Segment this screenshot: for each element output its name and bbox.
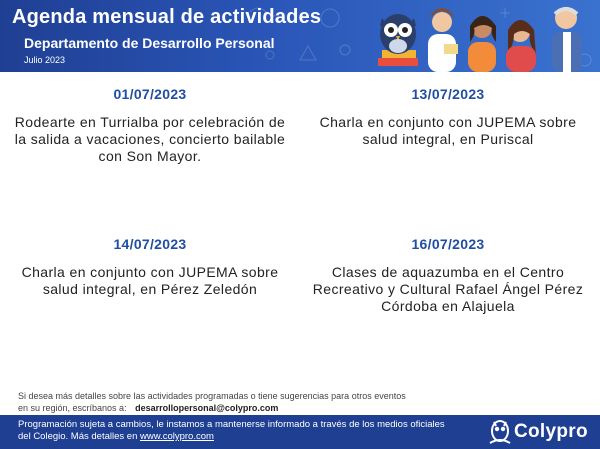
footer-notice [18, 419, 458, 443]
contact-text: Si desea más detalles sobre las actividades programadas o tiene sugerencias para otros eventos en su región, escríbanos a: [18, 391, 406, 413]
activity-date: 13/07/2023 [411, 86, 485, 102]
activity-item [10, 236, 290, 298]
activity-item [308, 236, 588, 315]
contact-info [18, 390, 418, 414]
header-illustration [360, 0, 600, 72]
logo-text: Colypro [514, 421, 588, 442]
activity-date: 01/07/2023 [113, 86, 187, 102]
activity-date: 16/07/2023 [411, 236, 485, 252]
website-link[interactable]: www.colypro.com [140, 431, 214, 442]
month-label: Julio 2023 [24, 55, 66, 65]
activity-description: Charla en conjunto con JUPEMA sobre salud integral, en Puriscal [319, 114, 577, 147]
activity-item [308, 86, 588, 148]
department-name: Departamento de Desarrollo Personal [24, 35, 275, 51]
book-icon [378, 58, 418, 66]
colypro-owl-logo-icon [486, 417, 514, 447]
activity-description: Charla en conjunto con JUPEMA sobre salud integral, en Pérez Zeledón [21, 264, 279, 297]
activity-description: Rodearte en Turrialba por celebración de la salida a vacaciones, concierto bailable con Son Mayor. [14, 114, 286, 164]
colypro-logo [486, 417, 596, 447]
activity-date: 14/07/2023 [113, 236, 187, 252]
activity-item [10, 86, 290, 165]
page-title: Agenda mensual de actividades [12, 6, 322, 28]
header-banner [0, 0, 600, 72]
footer-notice-text: Programación sujeta a cambios, le instamos a mantenerse informado a través de los medios oficiales del Colegio. Más detalles en [18, 419, 445, 442]
owl-mascot-icon [380, 14, 416, 54]
contact-email-link[interactable]: desarrollopersonal@colypro.com [135, 403, 279, 413]
people-illustration [428, 7, 582, 72]
footer-bar [0, 415, 600, 449]
activity-description: Clases de aquazumba en el Centro Recreativo y Cultural Rafael Ángel Pérez Córdoba en Alajuela [312, 264, 584, 314]
